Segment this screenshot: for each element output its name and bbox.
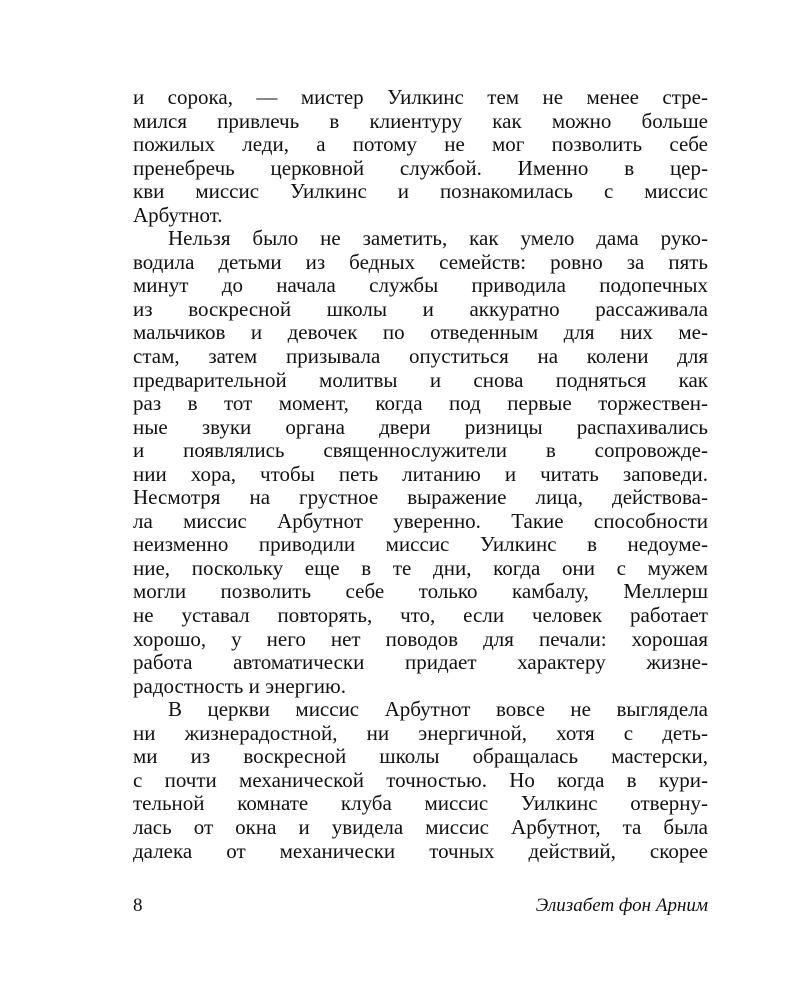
text-line: мился привлечь в клиентуру как можно больше (133, 108, 708, 133)
text-line: лась от окна и увидела миссис Арбутнот, та была (133, 814, 708, 839)
page-footer (133, 895, 708, 921)
text-line: тельной комнате клуба миссис Уилкинс отверну- (133, 791, 708, 816)
text-line: мальчиков и девочек по отведенным для них ме- (133, 320, 708, 345)
text-line: предварительной молитвы и снова подняться как (133, 367, 708, 392)
text-line: далека от механически точных действий, скорее (133, 838, 708, 863)
text-line: В церкви миссис Арбутнот вовсе не выглядела (168, 697, 708, 722)
text-line: и сорока, — мистер Уилкинс тем не менее стре- (133, 85, 708, 109)
text-line: пренебречь церковной службой. Именно в цер- (133, 155, 708, 180)
text-line: Нельзя было не заметить, как умело дама руко- (168, 226, 708, 251)
text-line: хорошо, у него нет поводов для печали: хорошая (133, 626, 708, 651)
running-title: Элизабет фон Арним (535, 895, 708, 916)
text-line: нии хора, чтобы петь литанию и читать заповеди. (133, 461, 708, 486)
text-line: раз в тот момент, когда под первые торжествен- (133, 391, 708, 416)
page-number: 8 (133, 895, 143, 916)
text-line: и появлялись священнослужители в сопровожде- (133, 438, 708, 463)
text-line: водила детьми из бедных семейств: ровно за пять (133, 249, 708, 274)
text-line: работа автоматически придает характеру жизне- (133, 650, 708, 675)
text-line: ни жизнерадостной, ни энергичной, хотя с деть- (133, 720, 708, 745)
text-line: из воскресной школы и аккуратно рассаживала (133, 296, 708, 321)
text-line: минут до начала службы приводила подопечных (133, 273, 708, 298)
text-line: ные звуки органа двери ризницы распахивались (133, 414, 708, 439)
text-line: ние, поскольку еще в те дни, когда они с мужем (133, 555, 708, 580)
text-line: ми из воскресной школы обращалась мастерски, (133, 744, 708, 769)
text-line: не уставал повторять, что, если человек работает (133, 603, 708, 628)
text-line: ла миссис Арбутнот уверенно. Такие способности (133, 508, 708, 533)
text-line: могли позволить себе только камбалу, Меллерш (133, 579, 708, 604)
body-text (133, 86, 708, 863)
text-line: кви миссис Уилкинс и познакомилась с миссис (133, 179, 708, 204)
text-line: с почти механической точностью. Но когда в кури- (133, 767, 708, 792)
text-line: неизменно приводили миссис Уилкинс в недоуме- (133, 532, 708, 557)
text-line: Несмотря на грустное выражение лица, действова- (133, 485, 708, 510)
text-line: пожилых леди, а потому не мог позволить себе (133, 132, 708, 157)
text-line: Арбутнот. (133, 202, 223, 227)
text-line: радостность и энергию. (133, 673, 346, 698)
text-line: стам, затем призывала опуститься на колени для (133, 344, 708, 369)
